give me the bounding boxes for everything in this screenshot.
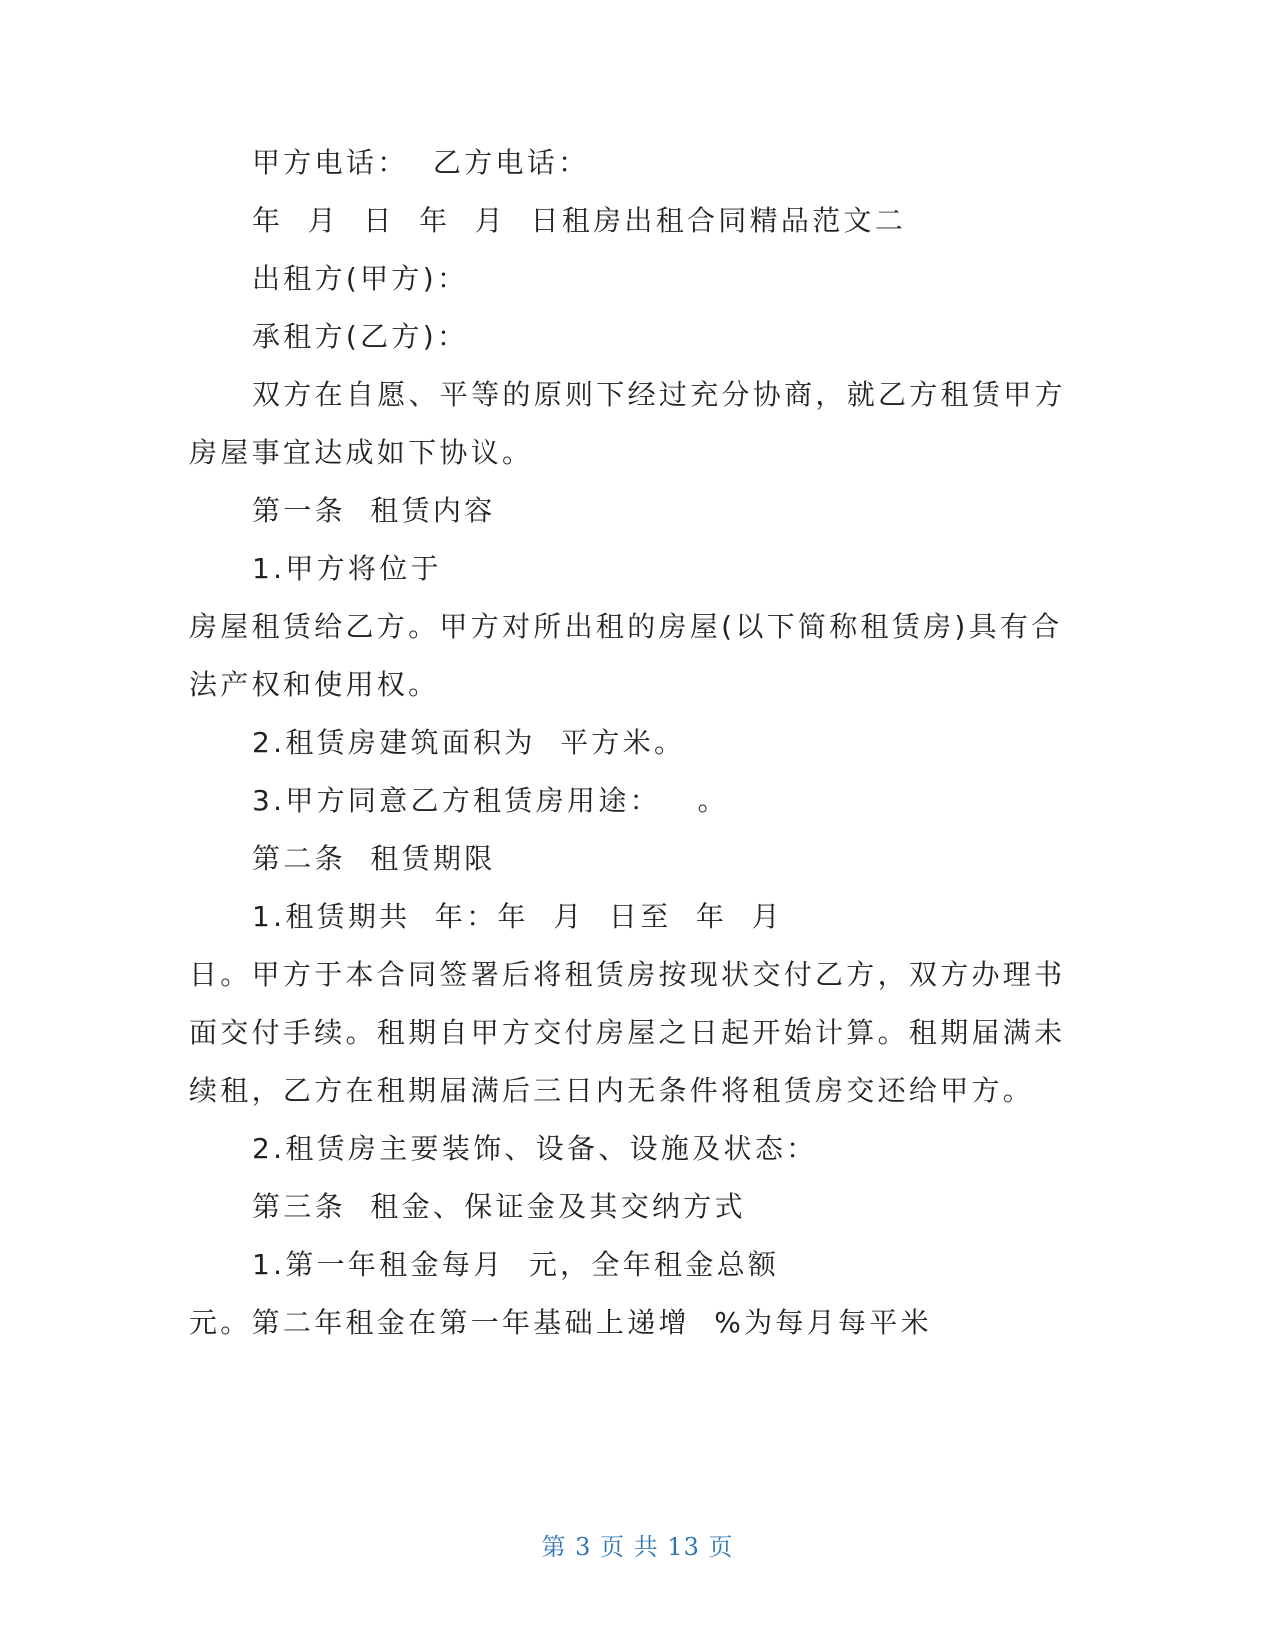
text-line: 面交付手续。租期自甲方交付房屋之日起开始计算。租期届满未 <box>189 1016 1066 1049</box>
text-line: 房屋租赁给乙方。甲方对所出租的房屋(以下简称租赁房)具有合 <box>189 610 1063 643</box>
text-line: 3.甲方同意乙方租赁房用途： 。 <box>252 784 729 817</box>
text-line: 元。第二年租金在第一年基础上递增 %为每月每平米 <box>189 1306 932 1339</box>
section-heading: 第二条 租赁期限 <box>252 842 496 875</box>
text-line: 1.第一年租金每月 元，全年租金总额 <box>252 1248 780 1281</box>
text-line: 1.甲方将位于 <box>252 552 442 585</box>
text-line: 1.租赁期共 年：年 月 日至 年 月 <box>252 900 783 933</box>
text-line: 2.租赁房主要装饰、设备、设施及状态： <box>252 1132 818 1165</box>
text-line: 出租方(甲方)： <box>252 262 469 295</box>
section-heading: 第一条 租赁内容 <box>252 494 496 527</box>
text-line: 双方在自愿、平等的原则下经过充分协商，就乙方租赁甲方 <box>252 378 1066 411</box>
text-line: 法产权和使用权。 <box>189 668 440 701</box>
text-line: 日。甲方于本合同签署后将租赁房按现状交付乙方，双方办理书 <box>189 958 1066 991</box>
text-line: 承租方(乙方)： <box>252 320 469 353</box>
text-line: 甲方电话： 乙方电话： <box>252 146 590 179</box>
text-line: 房屋事宜达成如下协议。 <box>189 436 534 469</box>
text-line: 2.租赁房建筑面积为 平方米。 <box>252 726 686 759</box>
page-number-footer: 第 3 页 共 13 页 <box>541 1533 734 1561</box>
section-heading: 第三条 租金、保证金及其交纳方式 <box>252 1190 746 1223</box>
text-line: 年 月 日 年 月 日租房出租合同精品范文二 <box>252 204 907 237</box>
text-line: 续租，乙方在租期届满后三日内无条件将租赁房交还给甲方。 <box>189 1074 1035 1107</box>
